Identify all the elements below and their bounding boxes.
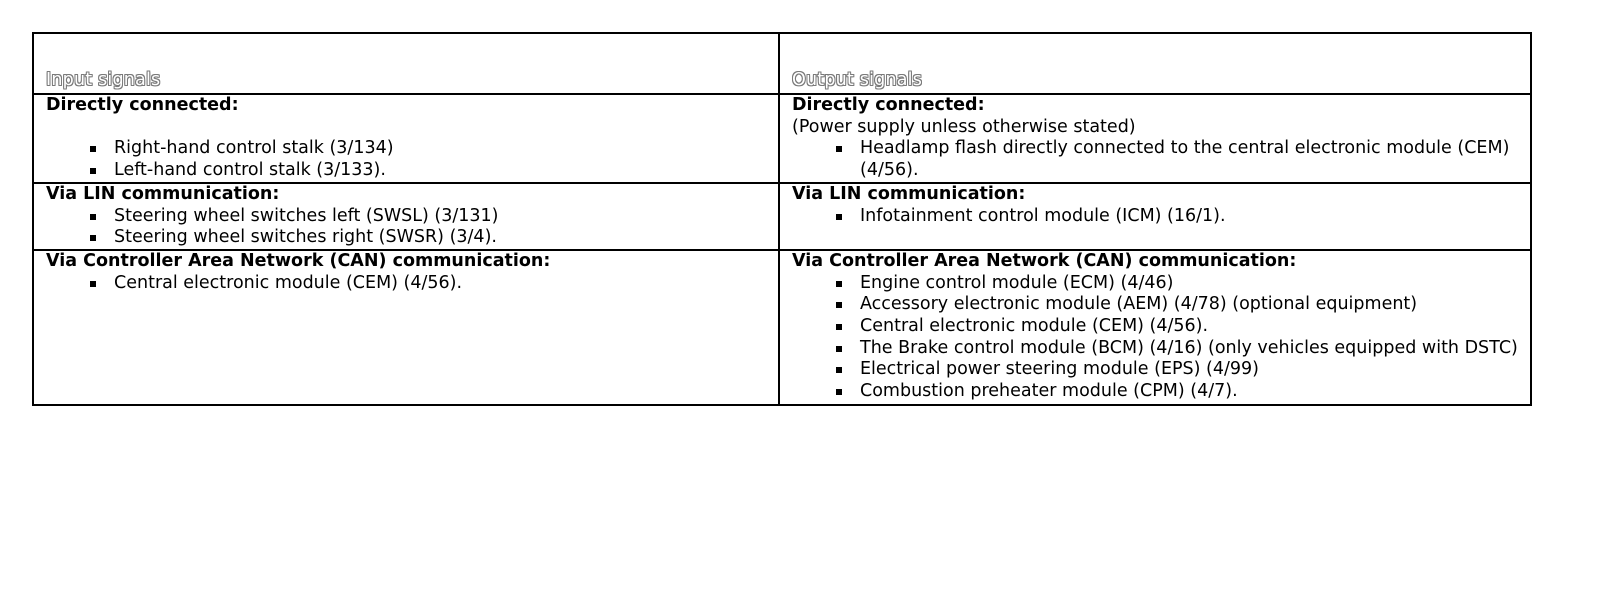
table-row — [33, 183, 1531, 250]
list-item — [90, 160, 770, 182]
list-item — [836, 338, 1522, 360]
list-item — [836, 206, 1522, 228]
bullet-list — [792, 138, 1522, 181]
list-item-text: Steering wheel switches right (SWSR) (3/4). — [114, 227, 497, 248]
list-item-text: Infotainment control module (ICM) (16/1). — [860, 205, 1226, 226]
list-item-text: The Brake control module (BCM) (4/16) (only vehicles equipped with DSTC) — [860, 337, 1518, 358]
section-title: Via Controller Area Network (CAN) communication: — [46, 250, 551, 271]
square-bullet-icon — [836, 146, 842, 152]
table-row — [33, 250, 1531, 405]
square-bullet-icon — [836, 302, 842, 308]
table-row — [33, 94, 1531, 183]
output-lin-cell — [779, 183, 1531, 250]
square-bullet-icon — [90, 168, 96, 174]
list-item — [836, 138, 1522, 181]
square-bullet-icon — [90, 146, 96, 152]
list-item-text: Left-hand control stalk (3/133). — [114, 160, 386, 181]
section-title: Directly connected: — [46, 95, 239, 115]
list-item-text: Combustion preheater module (CPM) (4/7). — [860, 381, 1238, 402]
square-bullet-icon — [836, 367, 842, 373]
square-bullet-icon — [90, 281, 96, 287]
section-note: (Power supply unless otherwise stated) — [792, 116, 1136, 137]
spacer — [46, 117, 770, 139]
list-item — [90, 206, 770, 228]
list-item — [90, 138, 770, 160]
list-item — [90, 273, 770, 295]
square-bullet-icon — [836, 214, 842, 220]
square-bullet-icon — [90, 235, 96, 241]
input-signals-heading: Input signals — [46, 70, 161, 91]
bullet-list — [792, 206, 1522, 228]
output-signals-heading: Output signals — [792, 70, 923, 91]
square-bullet-icon — [836, 389, 842, 395]
input-can-cell — [33, 250, 779, 405]
output-directly-connected-cell — [779, 94, 1531, 183]
list-item-text: Central electronic module (CEM) (4/56). — [114, 272, 463, 293]
bullet-list — [46, 273, 770, 295]
list-item — [90, 227, 770, 249]
list-item-text: Accessory electronic module (AEM) (4/78) (optional equipment) — [860, 294, 1418, 315]
list-item — [836, 273, 1522, 295]
list-item-text: Electrical power steering module (EPS) (4/99) — [860, 359, 1260, 380]
list-item-text: Steering wheel switches left (SWSL) (3/131) — [114, 205, 499, 226]
list-item — [836, 381, 1522, 403]
section-title: Directly connected: — [792, 95, 985, 115]
section-title: Via LIN communication: — [46, 183, 280, 204]
list-item — [836, 294, 1522, 316]
list-item-text: Right-hand control stalk (3/134) — [114, 138, 394, 159]
square-bullet-icon — [836, 281, 842, 287]
input-directly-connected-cell — [33, 94, 779, 183]
input-lin-cell — [33, 183, 779, 250]
header-cell-output — [779, 33, 1531, 94]
section-title: Via LIN communication: — [792, 183, 1026, 204]
list-item — [836, 359, 1522, 381]
section-title: Via Controller Area Network (CAN) communication: — [792, 250, 1297, 271]
square-bullet-icon — [836, 346, 842, 352]
square-bullet-icon — [836, 324, 842, 330]
list-item-text: Engine control module (ECM) (4/46) — [860, 272, 1174, 293]
list-item — [836, 316, 1522, 338]
list-item-text: Headlamp flash directly connected to the central electronic module (CEM) (4/56). — [860, 138, 1510, 181]
output-can-cell — [779, 250, 1531, 405]
signals-table — [32, 32, 1532, 406]
bullet-list — [46, 138, 770, 181]
bullet-list — [46, 206, 770, 249]
table-header-row — [33, 33, 1531, 94]
header-cell-input — [33, 33, 779, 94]
list-item-text: Central electronic module (CEM) (4/56). — [860, 316, 1209, 337]
square-bullet-icon — [90, 214, 96, 220]
bullet-list — [792, 273, 1522, 403]
